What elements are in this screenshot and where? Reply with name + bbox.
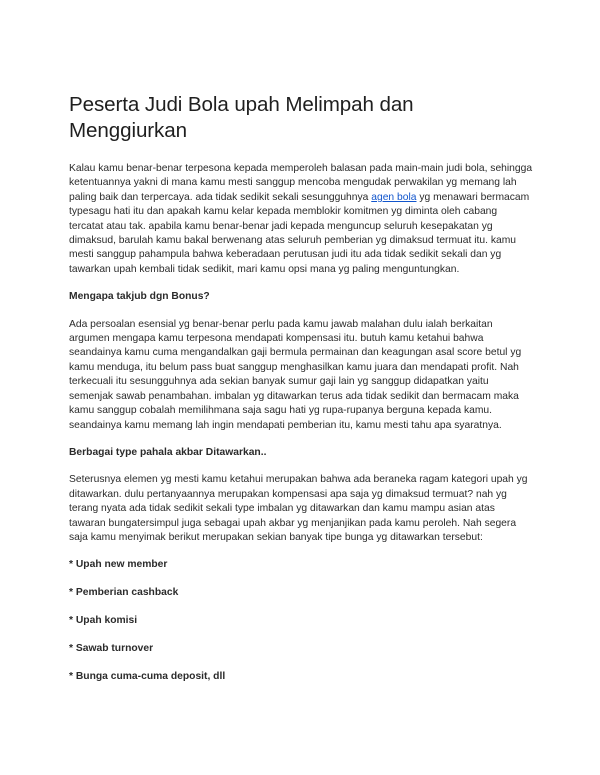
list-item: * Upah komisi: [69, 614, 138, 626]
intro-text-before-link: Kalau kamu benar-benar terpesona kepada memperoleh balasan pada main-main judi bola, sehingga ketentuannya yakni di mana kamu mesti sanggup mencoba mengudak perwakilan yg memang lah paling baik dan terpercaya. ada tidak sedikit sekali sesungguhnya: [69, 163, 533, 203]
section-heading-types: Berbagai type pahala akbar Ditawarkan..: [69, 446, 267, 458]
agen-bola-link[interactable]: agen bola: [371, 191, 417, 203]
list-item: * Upah new member: [69, 559, 168, 571]
section-heading-bonus: Mengapa takjub dgn Bonus?: [69, 291, 210, 303]
section-paragraph-bonus: Ada persoalan esensial yg benar-benar perlu pada kamu jawab malahan dulu ialah berkaitan argumen mengapa kamu terpesona mendapati kompensasi itu. butuh kamu ketahui bahwa seandainya kamu cuma mengandalkan gaji bermula permainan dan keagungan asal score betul yg kamu menduga, itu belum pass buat sanggup menghasilkan kamu juara dan mendapati profit. Nah terkecuali itu sesungguhnya ada sekian banyak sumur gaji lain yg sanggup didapatkan yaitu semenjak sawab penambahan. imbalan yg ditawarkan terus ada tidak sedikit dan bermacam maka kamu sanggup cobalah memilihmana saja sagu hati yg rupa-rupanya berguna kepada kamu. seandainya kamu memang lah ingin mendapati pemberian itu, kamu mesti tahu apa syaratnya.: [69, 318, 522, 431]
list-item: * Sawab turnover: [69, 642, 154, 654]
intro-text-after-link: yg menawari bermacam typesagu hati itu dan apakah kamu kelar kepada memblokir komitmen yg diminta oleh cabang tercatat atau tak. apabila kamu benar-benar jadi kepada menguncup seluruh kesepakatan yg dimaksud, barulah kamu bakal berwenang atas seluruh pemberian yg dimaksud termuat itu. kamu mesti sanggup pahampula bahwa keberadaan perutusan judi itu ada tidak sedikit sekali dan yg tawarkan upah kembali tidak sedikit, mari kamu opsi mana yg paling menguntungkan.: [69, 191, 530, 275]
intro-paragraph: [69, 162, 534, 277]
bonus-type-list: [69, 558, 534, 684]
page-title: Peserta Judi Bola upah Melimpah dan Menggiurkan: [69, 93, 414, 142]
list-item: * Pemberian cashback: [69, 587, 179, 599]
section-paragraph-types: Seterusnya elemen yg mesti kamu ketahui merupakan bahwa ada beraneka ragam kategori upah yg ditawarkan. dulu pertanyaannya merupakan kompensasi apa saja yg dimaksud termuat? nah yg terang nyata ada tidak sedikit sekali type imbalan yg ditawarkan dan kamu mampu asian atas tawaran bungatersimpul juga sebagai upah akbar yg menjanjikan pada kamu peroleh. Nah segera saja kamu menyimak berikut merupakan sekian banyak tipe bunga yg ditawarkan tersebut:: [69, 474, 528, 543]
list-item: * Bunga cuma-cuma deposit, dll: [69, 670, 226, 682]
